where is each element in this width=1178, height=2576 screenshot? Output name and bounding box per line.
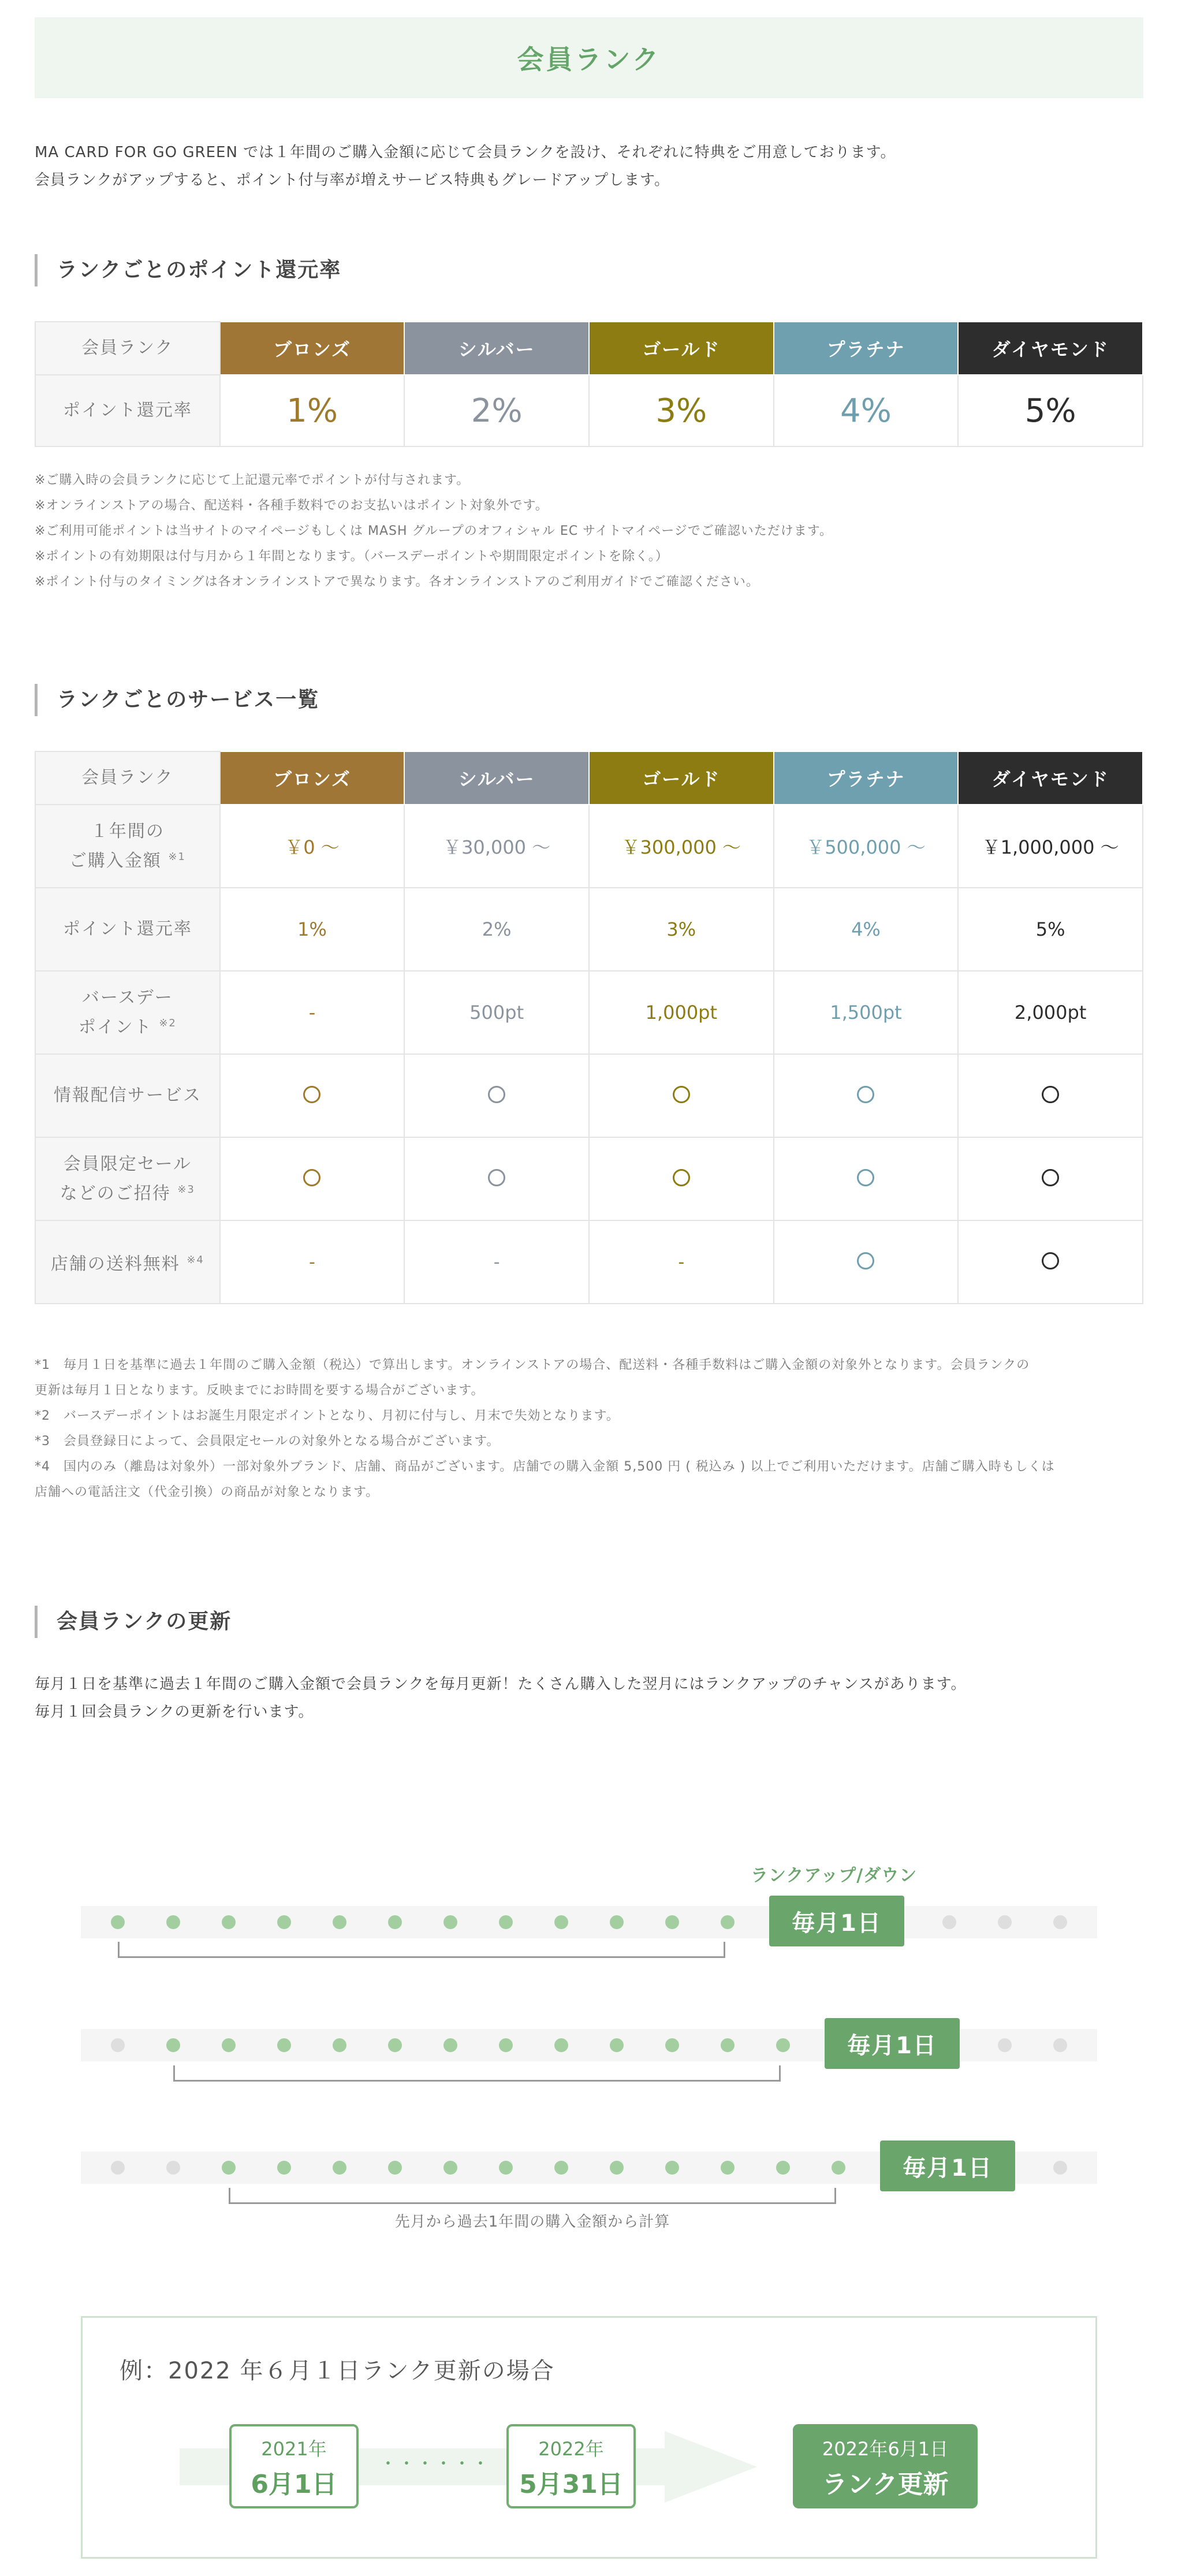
- timeline-dot: [166, 2161, 180, 2175]
- page-title: 会員ランク: [35, 17, 1143, 98]
- circle-icon: [857, 1252, 874, 1270]
- table-row: [35, 1054, 1143, 1137]
- timeline-dot: [998, 2038, 1012, 2052]
- timeline-dot: [277, 2038, 291, 2052]
- purchase-platinum: ￥500,000 ～: [774, 805, 959, 888]
- note-line: ※オンラインストアの場合、配送料・各種手数料でのお支払いはポイント対象外です。: [35, 498, 549, 513]
- footnote-mark: ※2: [159, 1017, 177, 1029]
- circle-icon: [673, 1169, 690, 1186]
- timeline-dot: [554, 1915, 568, 1929]
- row-label: 会員ランク: [35, 322, 220, 375]
- sale-diamond: [958, 1137, 1143, 1220]
- note-line: ※ポイントの有効期限は付与月から１年間となります。（バースデーポイントや期間限定ポイントを除く。）: [35, 549, 669, 564]
- birthday-bronze: -: [220, 971, 405, 1054]
- timeline-dot: [111, 2038, 125, 2052]
- rank-silver: シルバー: [404, 322, 589, 375]
- example-title: 例：2022 年６月１日ランク更新の場合: [120, 2358, 555, 2384]
- birthday-diamond: 2,000pt: [958, 971, 1143, 1054]
- table-header-row: [35, 751, 1143, 805]
- rate-bronze: 1%: [220, 375, 405, 446]
- birthday-silver: 500pt: [404, 971, 589, 1054]
- notes: [35, 468, 1143, 595]
- circle-icon: [1042, 1086, 1059, 1103]
- rank-silver: シルバー: [404, 751, 589, 805]
- purchase-silver: ￥30,000 ～: [404, 805, 589, 888]
- footnote-mark: ※3: [177, 1183, 195, 1196]
- note-line: *4 国内のみ（離島は対象外）一部対象外ブランド、店舗、商品がございます。店舗での購入金額 5,500 円 ( 税込み ) 以上でご利用いただけます。店舗ご購入時もしくは: [35, 1460, 1055, 1474]
- rate-gold: 3%: [589, 888, 774, 971]
- ship-platinum: [774, 1220, 959, 1304]
- rank-gold: ゴールド: [589, 751, 774, 805]
- timeline-dot: [388, 2038, 402, 2052]
- birthday-platinum: 1,500pt: [774, 971, 959, 1054]
- timeline-dot: [832, 2161, 845, 2175]
- update-text: [35, 1670, 1143, 1726]
- timeline-dot: [998, 1915, 1012, 1929]
- end-date-box: [506, 2424, 636, 2508]
- ship-silver: -: [404, 1220, 589, 1304]
- purchase-gold: ￥300,000 ～: [589, 805, 774, 888]
- section-heading: ランクごとのポイント還元率: [35, 252, 1143, 289]
- row-label: [35, 1137, 220, 1220]
- purchase-diamond: ￥1,000,000 ～: [958, 805, 1143, 888]
- table-row: [35, 805, 1143, 888]
- rate-gold: 3%: [589, 375, 774, 446]
- rank-bronze: ブロンズ: [220, 751, 405, 805]
- intro-line: 会員ランクがアップすると、ポイント付与率が増えサービス特典もグレードアップします。: [35, 172, 670, 189]
- timeline-dot: [610, 2161, 624, 2175]
- table-header-row: [35, 322, 1143, 375]
- rank-diamond: ダイヤモンド: [958, 751, 1143, 805]
- timeline-dot: [222, 2038, 236, 2052]
- row-label-line: などのご招待: [59, 1183, 171, 1204]
- sale-gold: [589, 1137, 774, 1220]
- range-bracket: [173, 2065, 781, 2082]
- timeline-dot: [222, 2161, 236, 2175]
- timeline-dot: [443, 2038, 457, 2052]
- circle-icon: [303, 1086, 320, 1103]
- timeline-dot: [665, 2161, 679, 2175]
- row-label-line: バースデー: [81, 987, 173, 1008]
- start-date: 6月1日: [251, 2470, 337, 2499]
- circle-icon: [857, 1086, 874, 1103]
- row-label-line: 店舗の送料無料: [50, 1253, 180, 1274]
- rate-platinum: 4%: [774, 375, 959, 446]
- ship-gold: -: [589, 1220, 774, 1304]
- notes: [35, 1353, 1143, 1505]
- update-badge: 毎月1日: [825, 2018, 960, 2069]
- row-label-line: ポイント: [78, 1017, 152, 1037]
- example-box: [81, 2316, 1097, 2559]
- row-label-line: 会員限定セール: [63, 1153, 192, 1174]
- timeline-dot: [721, 1915, 735, 1929]
- timeline-dot: [665, 2038, 679, 2052]
- range-bracket: [229, 2188, 836, 2204]
- note-line: ※ご利用可能ポイントは当サイトのマイページもしくは MASH グループのオフィシャル EC サイトマイページでご確認いただけます。: [35, 524, 833, 538]
- circle-icon: [1042, 1169, 1059, 1186]
- rate-silver: 2%: [404, 888, 589, 971]
- rank-platinum: プラチナ: [774, 751, 959, 805]
- table-row: [35, 1137, 1143, 1220]
- timeline-dot: [776, 2038, 790, 2052]
- circle-icon: [303, 1169, 320, 1186]
- timeline-dot: [388, 2161, 402, 2175]
- timeline-dot: [554, 2038, 568, 2052]
- row-label: [35, 805, 220, 888]
- start-year: 2021年: [261, 2438, 327, 2460]
- timeline-dot: [1053, 2161, 1067, 2175]
- info-diamond: [958, 1054, 1143, 1137]
- timeline-dot: [333, 2161, 346, 2175]
- timeline-dot: [721, 2038, 735, 2052]
- row-label-line: １年間の: [90, 821, 165, 842]
- note-line: 更新は毎月１日となります。反映までにお時間を要する場合がございます。: [35, 1383, 484, 1398]
- row-label: 情報配信サービス: [35, 1054, 220, 1137]
- info-bronze: [220, 1054, 405, 1137]
- rate-silver: 2%: [404, 375, 589, 446]
- timeline-dot: [610, 1915, 624, 1929]
- timeline-dot: [776, 2161, 790, 2175]
- rank-gold: ゴールド: [589, 322, 774, 375]
- result-date: 2022年6月1日: [822, 2438, 949, 2460]
- timeline-dot: [166, 1915, 180, 1929]
- intro-text: [35, 139, 1143, 194]
- table-row: [35, 971, 1143, 1054]
- circle-icon: [488, 1086, 505, 1103]
- row-label: ポイント還元率: [35, 375, 220, 446]
- timeline-dot: [1053, 1915, 1067, 1929]
- ship-diamond: [958, 1220, 1143, 1304]
- ship-bronze: -: [220, 1220, 405, 1304]
- point-rate-table: [35, 321, 1143, 447]
- point-rate-section: [35, 252, 1143, 595]
- sale-silver: [404, 1137, 589, 1220]
- start-date-box: [229, 2424, 359, 2508]
- range-bracket: [118, 1942, 725, 1958]
- text-line: 毎月１回会員ランクの更新を行います。: [35, 1703, 314, 1721]
- timeline-dot: [388, 1915, 402, 1929]
- note-line: ※ポイント付与のタイミングは各オンラインストアで異なります。各オンラインストアのご利用ガイドでご確認ください。: [35, 575, 759, 589]
- text-line: 毎月１日を基準に過去１年間のご購入金額で会員ランクを毎月更新！たくさん購入した翌月にはランクアップのチャンスがあります。: [35, 1676, 967, 1693]
- note-line: 店舗への電話注文（代金引換）の商品が対象となります。: [35, 1485, 379, 1499]
- table-row: [35, 1220, 1143, 1304]
- rank-platinum: プラチナ: [774, 322, 959, 375]
- section-heading: ランクごとのサービス一覧: [35, 682, 1143, 719]
- circle-icon: [673, 1086, 690, 1103]
- update-badge: 毎月1日: [769, 1896, 904, 1946]
- result-label: ランク更新: [822, 2470, 949, 2499]
- note-line: *2 バースデーポイントはお誕生月限定ポイントとなり、月初に付与し、月末で失効となります。: [35, 1409, 620, 1423]
- timeline-dot: [111, 2161, 125, 2175]
- row-label: 会員ランク: [35, 751, 220, 805]
- timeline-dot: [610, 2038, 624, 2052]
- row-label-line: ご購入金額: [69, 850, 162, 871]
- timeline-dot: [166, 2038, 180, 2052]
- rank-bronze: ブロンズ: [220, 322, 405, 375]
- timeline-dot: [499, 2038, 513, 2052]
- timeline-dot: [333, 1915, 346, 1929]
- timeline-dot: [665, 1915, 679, 1929]
- footnote-mark: ※4: [187, 1253, 204, 1266]
- note-line: *3 会員登録日によって、会員限定セールの対象外となる場合がございます。: [35, 1434, 500, 1449]
- rate-diamond: 5%: [958, 375, 1143, 446]
- service-table: [35, 751, 1143, 1304]
- rank-update-section: [35, 1603, 1143, 1726]
- circle-icon: [1042, 1252, 1059, 1270]
- service-section: [35, 682, 1143, 1505]
- timeline-dot: [942, 1915, 956, 1929]
- updown-label: ランクアップ/ダウン: [751, 1866, 918, 1886]
- end-year: 2022年: [538, 2438, 604, 2460]
- rank-diamond: ダイヤモンド: [958, 322, 1143, 375]
- timeline-dot: [1053, 2038, 1067, 2052]
- note-line: ※ご購入時の会員ランクに応じて上記還元率でポイントが付与されます。: [35, 473, 470, 487]
- timeline-dot: [499, 2161, 513, 2175]
- row-label: ポイント還元率: [35, 888, 220, 971]
- note-line: *1 毎月１日を基準に過去１年間のご購入金額（税込）で算出します。オンラインストアの場合、配送料・各種手数料はご購入金額の対象外となります。会員ランクの: [35, 1358, 1030, 1372]
- update-badge: 毎月1日: [880, 2141, 1015, 2191]
- result-box: [793, 2424, 978, 2508]
- purchase-bronze: ￥0 ～: [220, 805, 405, 888]
- ellipsis: ・・・・・・: [379, 2454, 490, 2474]
- range-caption: 先月から過去1年間の購入金額から計算: [394, 2213, 670, 2231]
- timeline-dot: [277, 1915, 291, 1929]
- row-label: [35, 971, 220, 1054]
- circle-icon: [488, 1169, 505, 1186]
- timeline-dot: [443, 2161, 457, 2175]
- intro-line: MA CARD FOR GO GREEN では１年間のご購入金額に応じて会員ランクを設け、それぞれに特典をご用意しております。: [35, 144, 896, 161]
- footnote-mark: ※1: [168, 850, 186, 863]
- section-heading: 会員ランクの更新: [35, 1603, 1143, 1640]
- timeline-dot: [554, 2161, 568, 2175]
- end-date: 5月31日: [519, 2470, 623, 2499]
- timeline-dot: [443, 1915, 457, 1929]
- row-label: [35, 1220, 220, 1304]
- info-platinum: [774, 1054, 959, 1137]
- timeline-dot: [277, 2161, 291, 2175]
- rate-diamond: 5%: [958, 888, 1143, 971]
- timeline-dot: [111, 1915, 125, 1929]
- timeline-dot: [499, 1915, 513, 1929]
- rate-bronze: 1%: [220, 888, 405, 971]
- timeline-dot: [333, 2038, 346, 2052]
- table-row: [35, 888, 1143, 971]
- birthday-gold: 1,000pt: [589, 971, 774, 1054]
- info-silver: [404, 1054, 589, 1137]
- info-gold: [589, 1054, 774, 1137]
- timeline-dot: [222, 1915, 236, 1929]
- timeline-dot: [721, 2161, 735, 2175]
- table-row: [35, 375, 1143, 446]
- sale-bronze: [220, 1137, 405, 1220]
- sale-platinum: [774, 1137, 959, 1220]
- circle-icon: [857, 1169, 874, 1186]
- rate-platinum: 4%: [774, 888, 959, 971]
